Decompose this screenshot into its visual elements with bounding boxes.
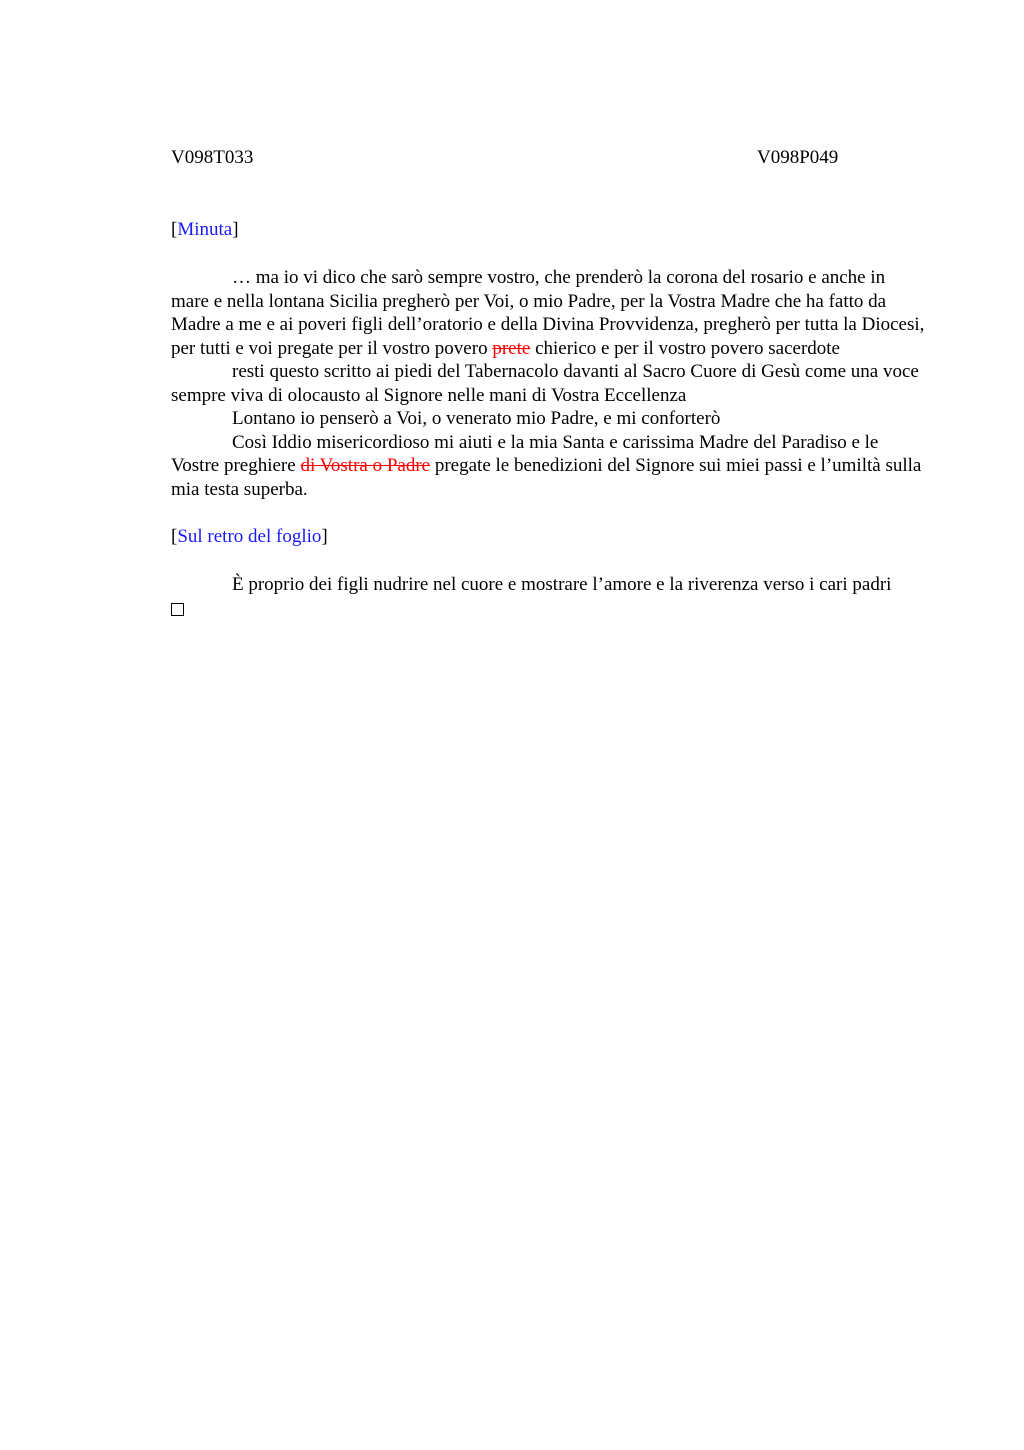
- document-header: [171, 146, 927, 172]
- bracket-close: ]: [321, 526, 328, 547]
- section-label-text: Sul retro del foglio: [177, 526, 322, 547]
- checkbox-icon[interactable]: [171, 603, 184, 616]
- deleted-phrase: di Vostra o Padre: [300, 455, 431, 476]
- paragraph-1-text-b: chierico e per il vostro povero sacerdote: [530, 337, 840, 359]
- paragraph-3: Lontano io penserò a Voi, o venerato mio Padre, e mi conforterò: [232, 408, 721, 429]
- document-page: [171, 146, 927, 616]
- bracket-close: ]: [232, 219, 239, 240]
- section-label-retro: [171, 525, 927, 549]
- paragraph-1-text-a: … ma io vi dico che sarò sempre vostro, che prenderò la corona del rosario e anche in mare e nella lontana Sicilia pregherò per Voi, o mio Padre, per la Vostra Madre che ha fatto da Madre a me e ai poveri figli dell’oratorio e della Divina Provvidenza, pregherò per tutta la Diocesi, per tutti e voi pregate per il vostro povero: [171, 267, 925, 359]
- paragraph-retro: È proprio dei figli nudrire nel cuore e mostrare l’amore e la riverenza verso i cari padri: [232, 574, 892, 595]
- bracket-open: [: [171, 219, 178, 240]
- paragraph-2: resti questo scritto ai piedi del Tabernacolo davanti al Sacro Cuore di Gesù come una voce sempre viva di olocausto al Signore nelle mani di Vostra Eccellenza: [171, 361, 919, 406]
- section-label-minuta: [171, 218, 927, 242]
- paragraph-4-text-b: pregate le benedizioni del Signore sui miei passi e l’umiltà sulla mia testa superba.: [171, 455, 922, 500]
- section-label-text: Minuta: [177, 219, 233, 240]
- paragraph-4-text-a: Così Iddio misericordioso mi aiuti e la mia Santa e carissima Madre del Paradiso e le Vostre preghiere: [171, 431, 879, 476]
- paragraph-1: [171, 266, 927, 360]
- document-code-left: V098T033: [171, 147, 254, 168]
- bracket-open: [: [171, 526, 178, 547]
- page-code-right: V098P049: [757, 147, 839, 168]
- deleted-word-prete: prete: [492, 337, 531, 359]
- paragraph-4: [171, 431, 927, 502]
